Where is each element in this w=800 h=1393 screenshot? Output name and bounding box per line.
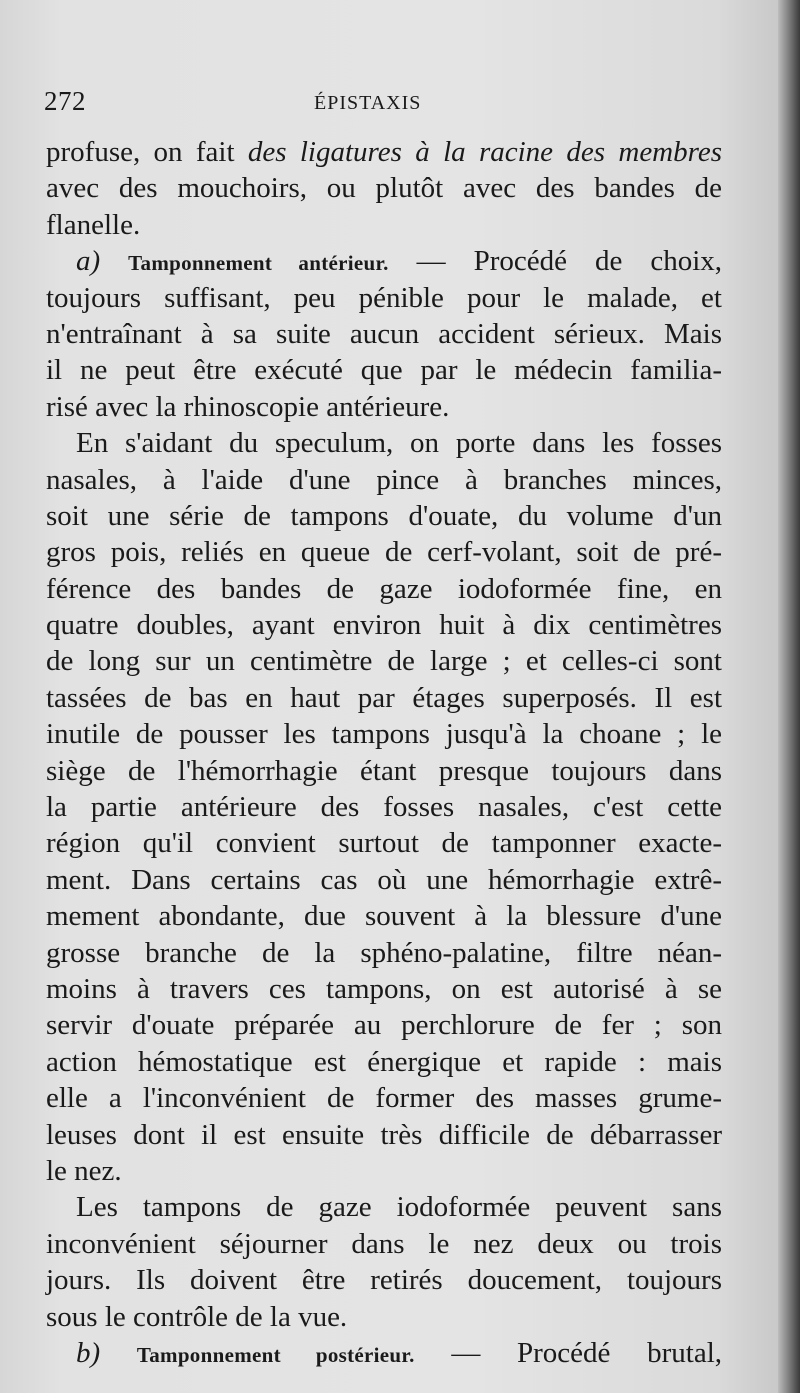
body-text xyxy=(46,134,722,1371)
text-line: de long sur un centimètre de large ; et celles-ci sont xyxy=(46,645,722,678)
text-line: moins à travers ces tampons, on est autorisé à se xyxy=(46,972,722,1005)
text-span: profuse, on fait xyxy=(46,136,248,168)
text-line: En s'aidant du speculum, on porte dans les fosses xyxy=(76,427,722,460)
text-line: le nez. xyxy=(46,1154,122,1187)
text-line: action hémostatique est énergique et rapide : mais xyxy=(46,1045,722,1078)
text-line: soit une série de tampons d'ouate, du volume d'un xyxy=(46,499,722,532)
text-line: gros pois, reliés en queue de cerf-volant, soit de pré- xyxy=(46,536,722,569)
text-line: sous le contrôle de la vue. xyxy=(46,1300,348,1333)
text-line: inconvénient séjourner dans le nez deux ou trois xyxy=(46,1227,722,1260)
text-line: nasales, à l'aide d'une pince à branches minces, xyxy=(46,463,722,496)
text-line: ment. Dans certains cas où une hémorrhagie extrê- xyxy=(46,863,722,896)
text-line: grosse branche de la sphéno-palatine, filtre néan- xyxy=(46,936,722,969)
text-line: quatre doubles, ayant environ huit à dix centimètres xyxy=(46,609,722,642)
text-line: mement abondante, due souvent à la blessure d'une xyxy=(46,900,722,933)
text-line: tassées de bas en haut par étages superposés. Il est xyxy=(46,681,722,714)
section-heading-line xyxy=(46,1335,722,1371)
text-line: flanelle. xyxy=(46,208,141,241)
text-line: n'entraînant à sa suite aucun accident sérieux. Mais xyxy=(46,317,722,350)
book-spine-shadow xyxy=(778,0,800,1393)
text-line: jours. Ils doivent être retirés doucement, toujours xyxy=(46,1264,722,1297)
text-span: — Procédé brutal, xyxy=(414,1336,722,1369)
text-line: la partie antérieure des fosses nasales, c'est cette xyxy=(46,791,722,824)
text-line: région qu'il convient surtout de tamponner exacte- xyxy=(46,827,722,860)
section-heading: Tamponnement postérieur. xyxy=(136,1342,415,1367)
text-line: il ne peut être exécuté que par le médecin familia- xyxy=(46,354,722,387)
text-line: inutile de pousser les tampons jusqu'à la choane ; le xyxy=(46,718,722,751)
page-number: 272 xyxy=(44,86,86,116)
italic-span: des ligatures à la racine des membres xyxy=(247,136,722,168)
text-line: elle a l'inconvénient de former des masses grume- xyxy=(46,1082,722,1115)
page-header xyxy=(44,86,724,122)
section-heading: Tamponnement antérieur. xyxy=(128,251,389,276)
text-line: toujours suffisant, peu pénible pour le malade, et xyxy=(46,281,722,314)
text-span: — Procédé de choix, xyxy=(388,245,723,278)
text-line: Les tampons de gaze iodoformée peuvent sans xyxy=(76,1191,722,1224)
text-line: leuses dont il est ensuite très difficile de débarrasser xyxy=(46,1118,722,1151)
text-line: férence des bandes de gaze iodoformée fine, en xyxy=(46,572,722,605)
section-heading-line xyxy=(46,243,722,279)
text-line: servir d'ouate préparée au perchlorure de fer ; son xyxy=(46,1009,722,1042)
text-line: risé avec la rhinoscopie antérieure. xyxy=(46,390,450,423)
text-line: avec des mouchoirs, ou plutôt avec des bandes de xyxy=(46,172,722,205)
section-marker: b) xyxy=(76,1336,101,1369)
text-line: siège de l'hémorrhagie étant presque toujours dans xyxy=(46,754,722,787)
text-line xyxy=(46,134,722,170)
running-head: ÉPISTAXIS xyxy=(314,92,422,114)
section-marker: a) xyxy=(76,245,101,278)
